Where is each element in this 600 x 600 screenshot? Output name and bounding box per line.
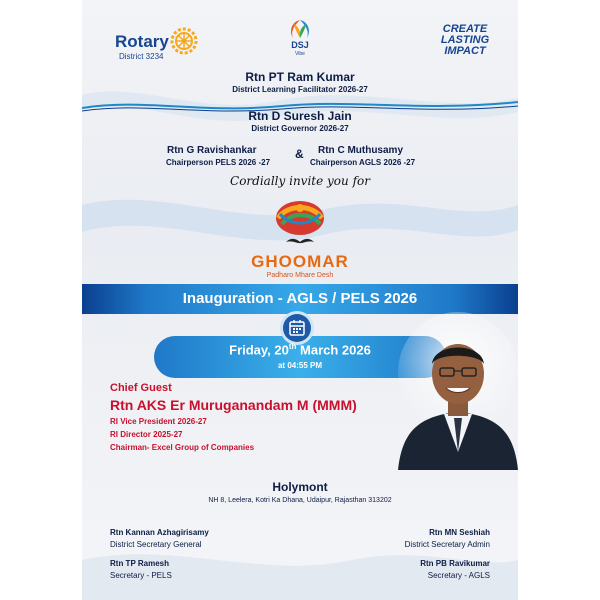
rotary-wordmark: Rotary: [115, 32, 169, 51]
tagline-line-1: CREATE: [442, 23, 488, 35]
dsj-text: DSJ: [291, 40, 309, 50]
tagline-line-2: LASTING: [440, 34, 490, 46]
secretary-agls-name: Rtn PB Ravikumar: [420, 559, 490, 568]
date-ordinal: th: [288, 342, 297, 351]
secretary-general-name: Rtn Kannan Azhagirisamy: [110, 528, 209, 537]
calendar-icon: [283, 314, 311, 342]
tagline-line-3: IMPACT: [444, 45, 486, 57]
secretary-general-role: District Secretary General: [110, 540, 202, 549]
governor-name: Rtn D Suresh Jain: [248, 109, 352, 123]
dsj-sub: Vibe: [295, 51, 305, 57]
chief-guest-title-1: RI Vice President 2026-27: [110, 417, 207, 426]
dsj-logo-icon: [281, 18, 319, 62]
tagline: [427, 24, 503, 57]
secretary-pels-name: Rtn TP Ramesh: [110, 559, 169, 568]
calendar-badge: [283, 314, 311, 342]
governor-role: District Governor 2026-27: [251, 124, 349, 133]
chief-guest-name: Rtn AKS Er Muruganandam M (MMM): [110, 397, 357, 413]
ampersand: &: [295, 147, 304, 161]
agls-chair-name: Rtn C Muthusamy: [318, 145, 403, 156]
invitation-card: [82, 0, 518, 600]
facilitator-name: Rtn PT Ram Kumar: [245, 70, 355, 84]
banner-title: Inauguration - AGLS / PELS 2026: [182, 290, 418, 307]
agls-chair-role: Chairperson AGLS 2026 -27: [310, 158, 416, 167]
secretary-agls-role: Secretary - AGLS: [427, 571, 490, 580]
pels-chair-name: Rtn G Ravishankar: [167, 145, 257, 156]
chief-guest-label: Chief Guest: [110, 382, 172, 394]
invite-line: Cordially invite you for: [230, 174, 370, 188]
event-subtitle: Padharo Mhare Desh: [266, 272, 334, 279]
event-time: at 04:55 PM: [277, 361, 323, 370]
event-title: GHOOMAR: [251, 252, 349, 271]
date-rest: March 2026: [296, 342, 371, 358]
rotary-district: District 3234: [119, 52, 164, 61]
pels-chair-role: Chairperson PELS 2026 -27: [166, 158, 271, 167]
venue-name: Holymont: [272, 480, 328, 494]
secretary-admin-name: Rtn MN Seshiah: [429, 528, 490, 537]
facilitator-role: District Learning Facilitator 2026-27: [232, 85, 368, 94]
rotary-wheel-icon: [170, 27, 198, 55]
chief-guest-title-2: RI Director 2025-27: [110, 430, 183, 439]
secretary-pels-role: Secretary - PELS: [110, 571, 172, 580]
secretary-admin-role: District Secretary Admin: [404, 540, 490, 549]
turban-icon: [270, 196, 330, 254]
venue-address: NH 8, Leelera, Kotri Ka Dhana, Udaipur, Rajasthan 313202: [208, 497, 392, 504]
date-day: Friday, 20: [229, 342, 289, 358]
chief-guest-portrait: [388, 312, 518, 470]
chief-guest-title-3: Chairman- Excel Group of Companies: [110, 443, 255, 452]
